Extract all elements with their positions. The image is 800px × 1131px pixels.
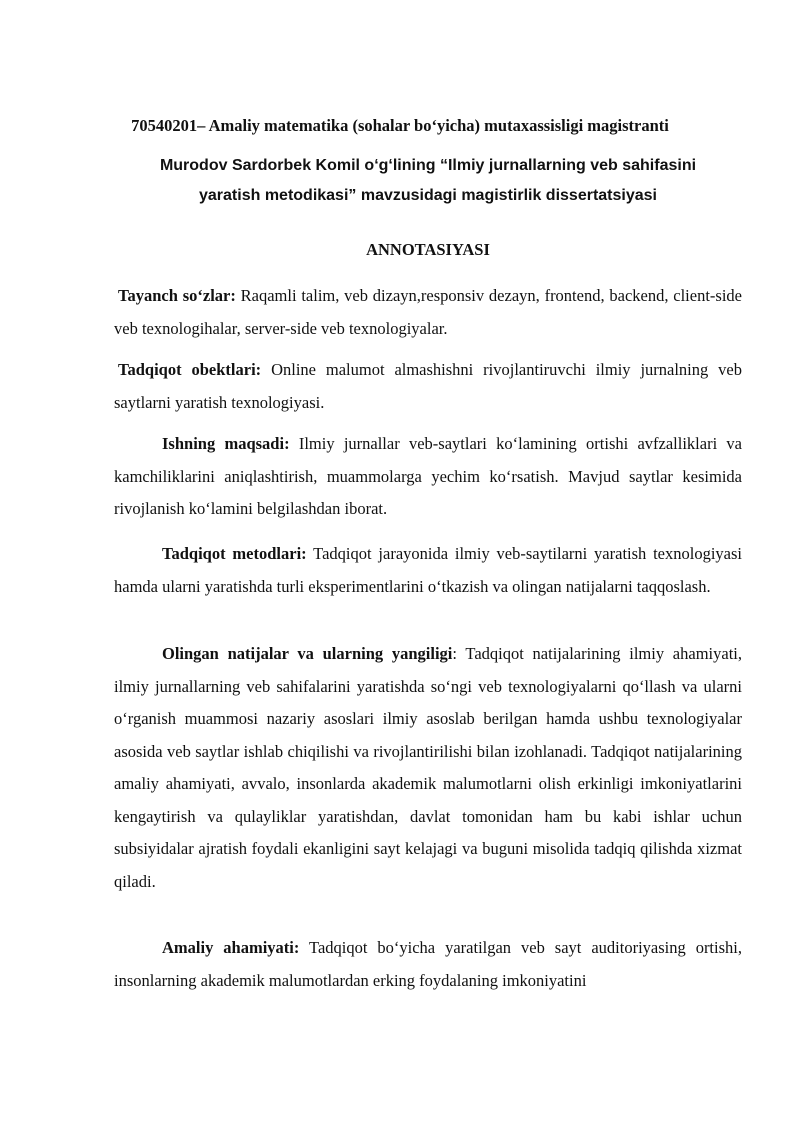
objects-paragraph xyxy=(114,354,742,419)
results-label: Olingan natijalar va ularning yangiligi xyxy=(162,644,453,663)
methods-label: Tadqiqot metodlari: xyxy=(162,544,307,563)
annotation-title: ANNOTASIYASI xyxy=(366,240,490,259)
keywords-paragraph xyxy=(114,280,742,345)
specialty-line: 70540201– Amaliy matematika (sohalar bo‘yicha) mutaxassisligi magistranti xyxy=(131,116,669,135)
header-line-1 xyxy=(0,116,800,136)
practical-text: Tadqiqot bo‘yicha yaratilgan veb sayt auditoriyasing ortishi, insonlarning akademik malumotlardan erking foydalaning imkoniyatini xyxy=(114,938,742,990)
header-author-block xyxy=(0,151,800,211)
results-text: : Tadqiqot natijalarining ilmiy ahamiyati, ilmiy jurnallarning veb sahifalarini yaratishda so‘ngi veb texnologiyalarni qo‘llash va ularni o‘rganish muammosi nazariy asoslari ilmiy asoslab berilgan hamda ushbu texnologiyalar asosida veb saytlar ishlab chiqilishi va rivojlantirilishi bilan izohlanadi. Tadqiqot natijalarining amaliy ahamiyati, avvalo, insonlarda akademik malumotlarni olish erkinligi imkoniyatlarini kengaytirish va qulayliklar yaratishdan, davlat tomonidan ham bu kabi ishlar uchun subsiyidalar ajratish foydali ekanligini sayt kelajagi va buguni misolida tadqiq qilishda xizmat qiladi. xyxy=(114,644,742,891)
methods-paragraph xyxy=(114,538,742,603)
goal-label: Ishning maqsadi: xyxy=(162,434,290,453)
dissertation-topic-line: yaratish metodikasi” mavzusidagi magistirlik dissertatsiyasi xyxy=(199,187,657,204)
objects-text: Online malumot almashishni rivojlantiruvchi ilmiy jurnalning veb saytlarni yaratish texnologiyasi. xyxy=(114,360,742,412)
methods-text: Tadqiqot jarayonida ilmiy veb-saytilarni yaratish texnologiyasi hamda ularni yaratishda turli eksperimentlarini o‘tkazish va olingan natijalarni taqqoslash. xyxy=(114,544,743,596)
author-line: Murodov Sardorbek Komil o‘g‘lining “Ilmiy jurnallarning veb sahifasini xyxy=(159,157,697,174)
practical-paragraph xyxy=(114,932,742,997)
keywords-label: Tayanch so‘zlar: xyxy=(118,286,236,305)
keywords-text: Raqamli talim, veb dizayn,responsiv dezayn, frontend, backend, client-side veb texnologihalar, server-side veb texnologiyalar. xyxy=(114,286,742,338)
practical-label: Amaliy ahamiyati: xyxy=(162,938,300,957)
results-paragraph xyxy=(114,638,742,898)
goal-paragraph xyxy=(114,428,742,526)
goal-text: Ilmiy jurnallar veb-saytlari ko‘lamining ortishi avfzalliklari va kamchiliklarini aniqlashtirish, muammolarga yechim ko‘rsatish. Mavjud saytlar kesimida rivojlanish ko‘lamini belgilashdan iborat. xyxy=(114,434,742,518)
objects-label: Tadqiqot obektlari: xyxy=(118,360,262,379)
